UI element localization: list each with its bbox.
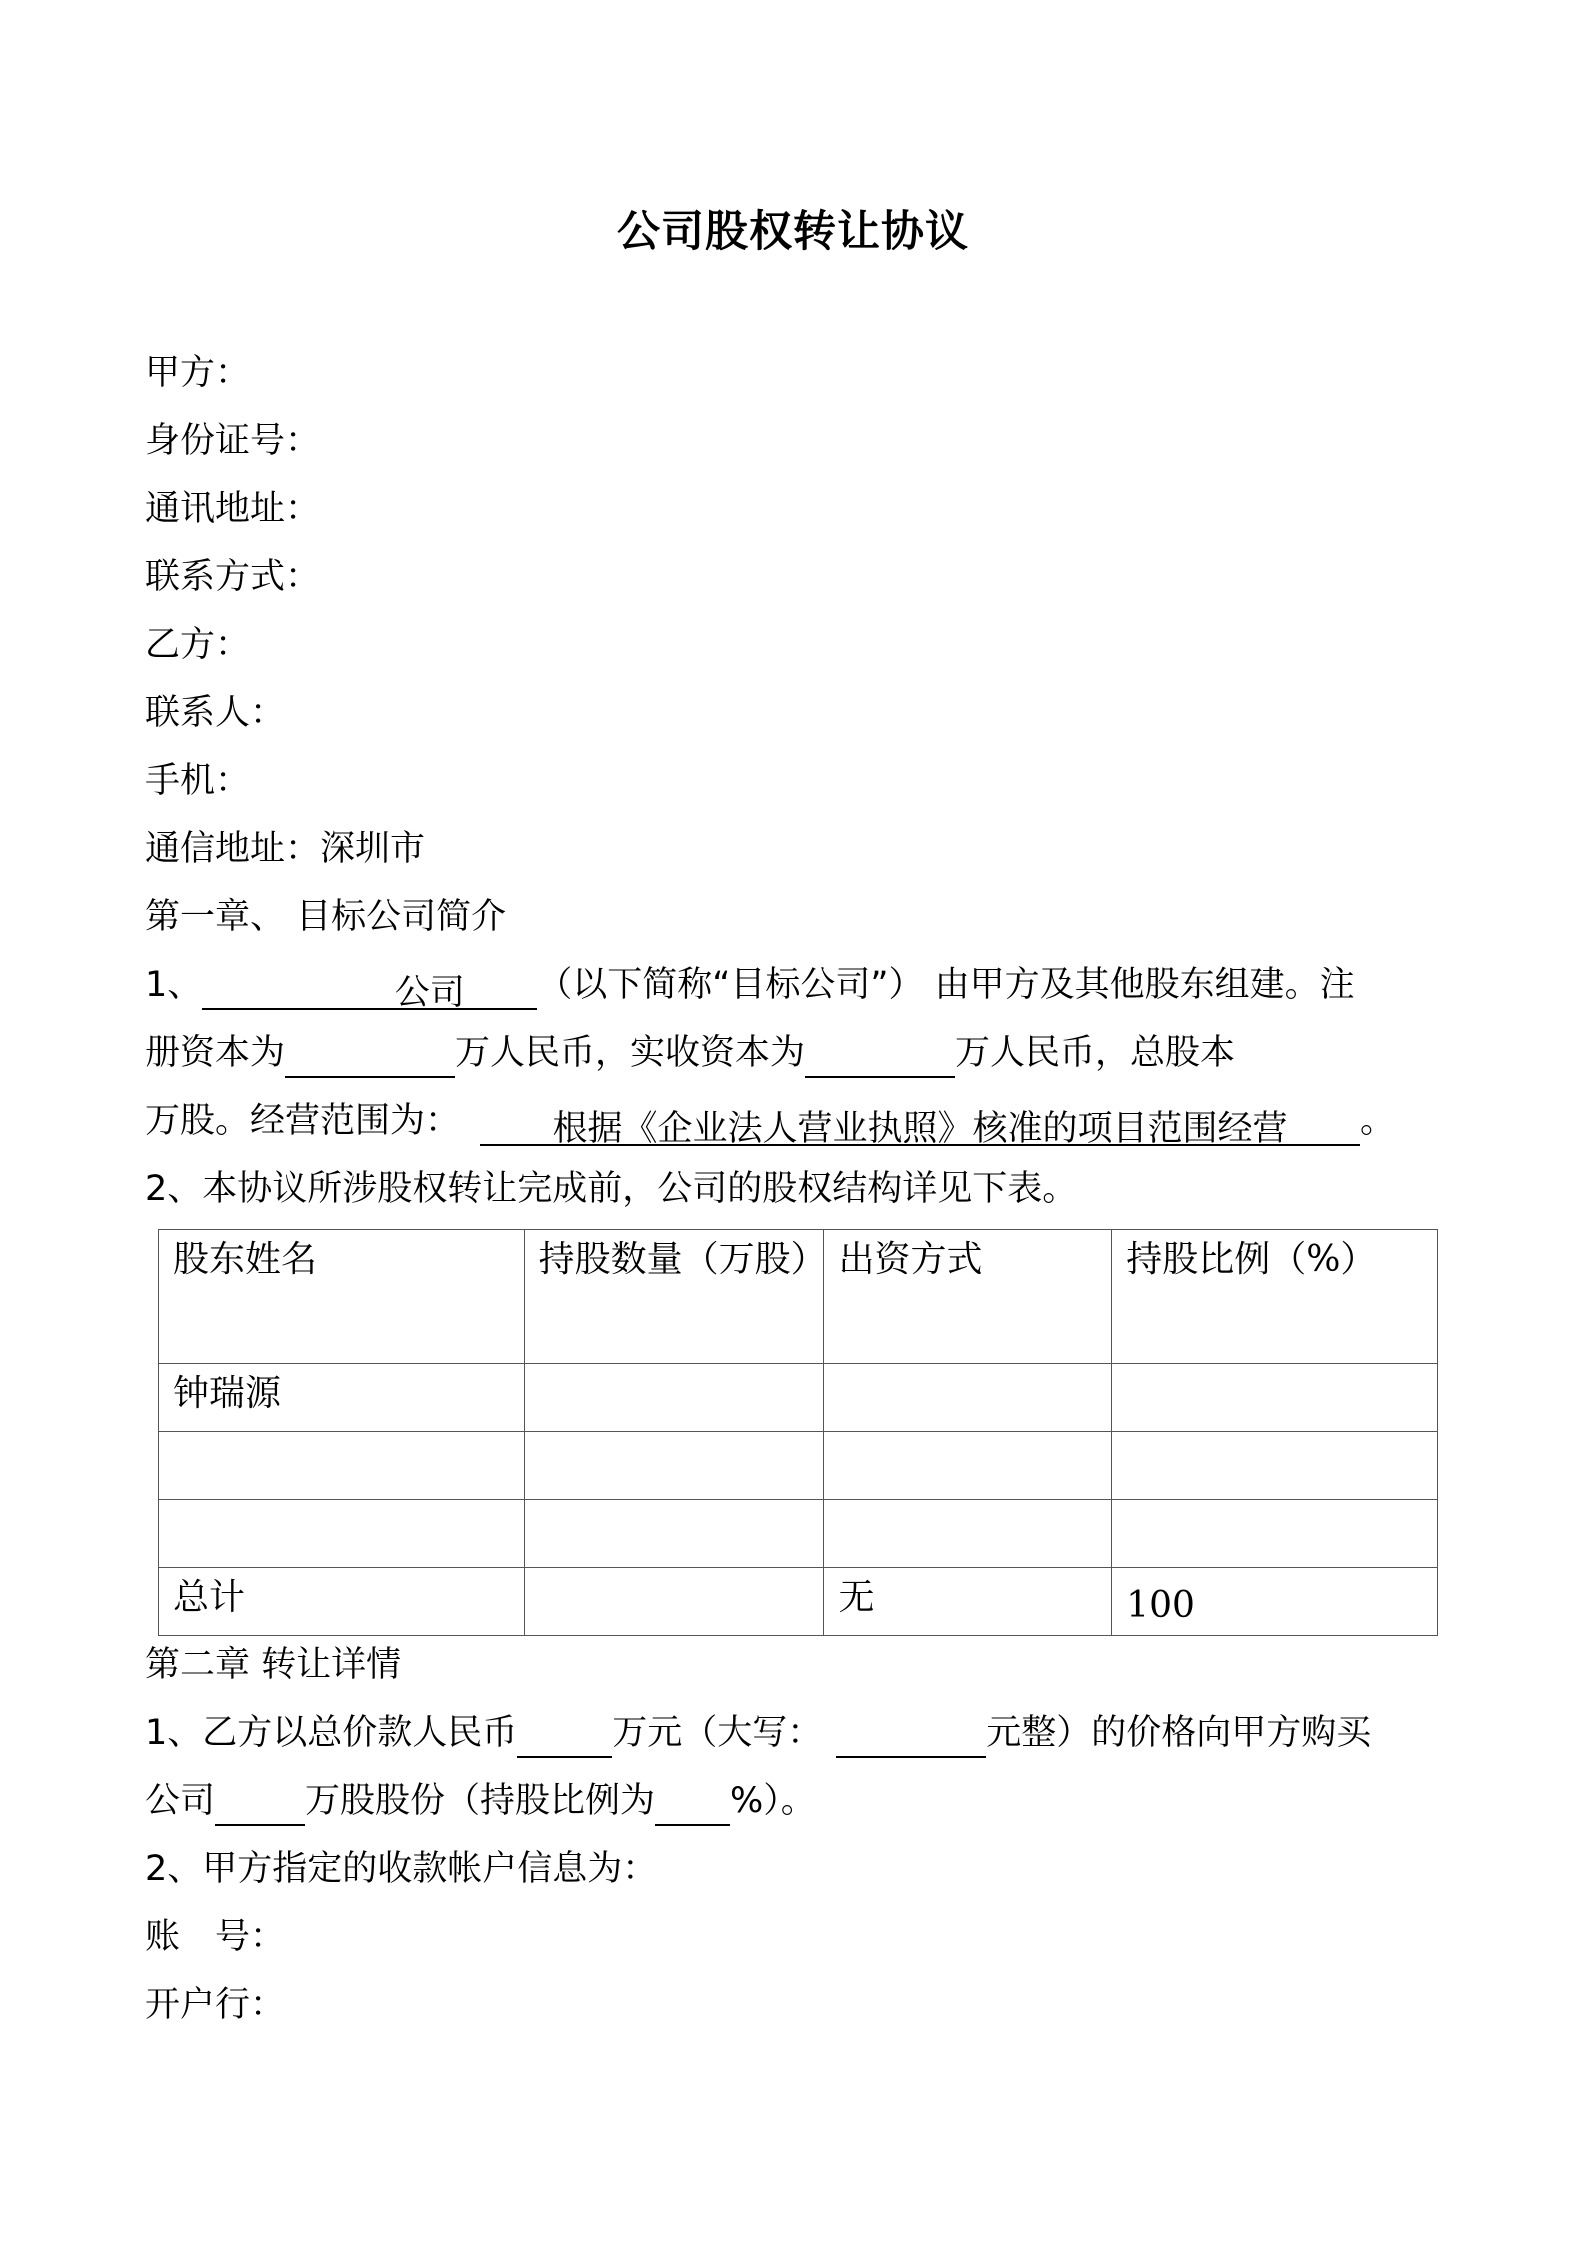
table-row — [159, 1500, 1438, 1568]
chapter1-p1-line3 — [145, 1096, 1396, 1149]
party-b-label: 乙方： — [145, 625, 251, 665]
shares-blank — [215, 1784, 305, 1826]
table-cell — [524, 1364, 824, 1432]
party-a-contact-label: 联系方式： — [145, 557, 321, 597]
chapter1-heading: 第一章、 目标公司简介 — [145, 897, 507, 937]
header-shareholder-name: 股东姓名 — [159, 1230, 525, 1364]
header-share-ratio: 持股比例（%） — [1112, 1230, 1438, 1364]
table-cell — [524, 1432, 824, 1500]
bank-label: 开户行： — [145, 1985, 286, 2025]
party-a-id-label: 身份证号： — [145, 421, 321, 461]
table-header-row — [159, 1230, 1438, 1364]
c2-p1-f: %）。 — [730, 1781, 816, 1821]
price-uppercase-blank — [836, 1716, 986, 1758]
account-number-label: 账 号： — [145, 1917, 286, 1957]
table-cell — [159, 1432, 525, 1500]
chapter1-p1-line2 — [145, 1028, 1235, 1078]
chapter2-heading: 第二章 转让详情 — [145, 1645, 402, 1685]
shareholding-table — [158, 1229, 1438, 1636]
table-cell — [824, 1364, 1112, 1432]
c2-p1-c: 元整）的价格向甲方购买 — [986, 1713, 1372, 1753]
table-cell: 100 — [1112, 1568, 1438, 1636]
business-scope-blank — [480, 1104, 1360, 1149]
company-name-blank — [202, 968, 537, 1013]
table-cell: 钟瑞源 — [159, 1364, 525, 1432]
chapter2-p1-line2 — [145, 1776, 816, 1826]
party-b-contact-person-label: 联系人： — [145, 693, 286, 733]
party-b-address-line — [145, 824, 425, 874]
document-title: 公司股权转让协议 — [617, 207, 969, 257]
party-a-label: 甲方： — [145, 353, 251, 393]
paid-capital-blank — [805, 1036, 955, 1078]
party-b-address-label: 通信地址： — [145, 829, 321, 869]
header-contribution-method: 出资方式 — [824, 1230, 1112, 1364]
p1-text3a: 万股。经营范围为： — [145, 1101, 461, 1141]
chapter2-p1-line1 — [145, 1708, 1371, 1758]
p1-text2c: 万人民币，总股本 — [955, 1033, 1236, 1073]
c2-p1-b: 万元（大写： — [612, 1713, 823, 1753]
c2-p1-e: 万股股份（持股比例为 — [305, 1781, 656, 1821]
table-row — [159, 1432, 1438, 1500]
business-scope-fill: 根据《企业法人营业执照》核准的项目范围经营 — [552, 1109, 1288, 1149]
table-cell — [824, 1500, 1112, 1568]
table-cell — [1112, 1500, 1438, 1568]
ratio-blank — [655, 1784, 730, 1826]
table-cell — [824, 1432, 1112, 1500]
p1-text2a: 册资本为 — [145, 1033, 286, 1073]
table-cell — [524, 1500, 824, 1568]
chapter1-p1-line1 — [145, 960, 1355, 1013]
table-total-row — [159, 1568, 1438, 1636]
party-b-mobile-label: 手机： — [145, 761, 251, 801]
table-cell — [1112, 1364, 1438, 1432]
chapter2-p2: 2、甲方指定的收款帐户信息为： — [145, 1849, 658, 1889]
table-cell — [1112, 1432, 1438, 1500]
table-row — [159, 1364, 1438, 1432]
header-share-quantity: 持股数量（万股） — [524, 1230, 824, 1364]
price-blank — [517, 1716, 612, 1758]
p1-text1: （以下简称“目标公司”） 由甲方及其他股东组建。注 — [537, 965, 1355, 1005]
table-cell — [524, 1568, 824, 1636]
table-cell: 总计 — [159, 1568, 525, 1636]
registered-capital-blank — [285, 1036, 455, 1078]
c2-p1-d: 公司 — [145, 1781, 216, 1821]
company-name-fill: 公司 — [394, 973, 465, 1013]
p1-text2b: 万人民币，实收资本为 — [455, 1033, 806, 1073]
party-b-address-value: 深圳市 — [320, 829, 426, 869]
party-a-address-label: 通讯地址： — [145, 489, 321, 529]
chapter1-p2: 2、本协议所涉股权转让完成前，公司的股权结构详见下表。 — [145, 1169, 1078, 1209]
p1-text3b: 。 — [1360, 1101, 1396, 1141]
table-cell: 无 — [824, 1568, 1112, 1636]
c2-p1-a: 1、乙方以总价款人民币 — [145, 1713, 518, 1753]
table-cell — [159, 1500, 525, 1568]
p1-prefix: 1、 — [145, 965, 203, 1005]
